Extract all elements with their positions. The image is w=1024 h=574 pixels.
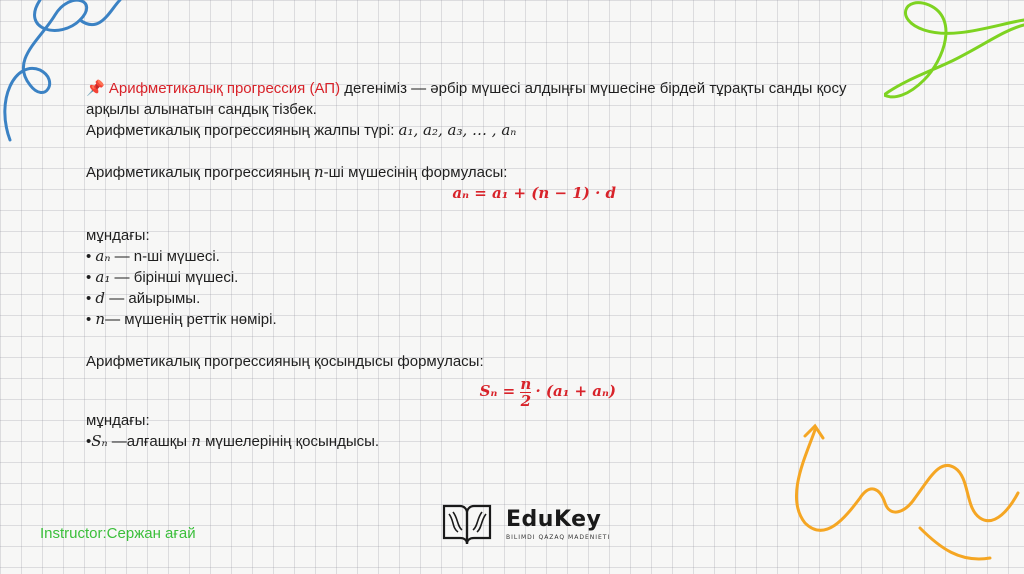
sum-heading: Арифметикалық прогрессияның қосындысы формуласы: bbox=[86, 353, 484, 370]
sum-formula-lhs: Sₙ = bbox=[479, 382, 521, 400]
sum-formula-fraction: $\frac{n}{2}$ bbox=[520, 374, 532, 410]
nth-term-heading: Арифметикалық прогрессияның n-ші мүшесінің формуласы: bbox=[86, 163, 508, 181]
general-form-sequence: a₁, a₂, a₃, … , aₙ bbox=[398, 121, 517, 139]
instructor-label: Instructor:Сержан ағай bbox=[40, 525, 196, 542]
nth-term-formula: aₙ = a₁ + (n − 1) · d bbox=[452, 184, 616, 202]
sum-definition-item: •Sₙ —алғашқы n мүшелерінің қосындысы. bbox=[86, 432, 380, 450]
logo-tagline: BILIMDI QAZAQ MADENIETI bbox=[506, 534, 611, 541]
definition-list-item: • aₙ — n-ші мүшесі. bbox=[86, 247, 220, 265]
definition-line-1 bbox=[86, 78, 946, 99]
sum-formula-rhs: · (a₁ + aₙ) bbox=[535, 382, 616, 400]
nth-term-formula-row bbox=[86, 183, 946, 204]
definition-text: дегеніміз — әрбір мүшесі алдыңғы мүшесіне бірдей тұрақты санды қосу bbox=[340, 80, 847, 97]
pushpin-icon: 📌 bbox=[86, 80, 105, 97]
main-content bbox=[86, 78, 946, 452]
definition-list-item: • a₁ — бірінші мүшесі. bbox=[86, 268, 239, 286]
logo-wordmark: EduKey bbox=[506, 507, 602, 532]
where-label-1: мұндағы: bbox=[86, 227, 150, 244]
definition-list-item: • n— мүшенің реттік нөмірі. bbox=[86, 310, 277, 328]
book-logo-icon bbox=[440, 500, 494, 548]
edukey-logo bbox=[440, 500, 610, 548]
definition-line-2: арқылы алынатын сандық тізбек. bbox=[86, 101, 317, 118]
definition-list-item: • d — айырымы. bbox=[86, 289, 201, 307]
general-form-label: Арифметикалық прогрессияның жалпы түрі: bbox=[86, 122, 399, 139]
where-label-2: мұндағы: bbox=[86, 412, 150, 429]
general-form-line bbox=[86, 120, 946, 141]
sum-formula-row bbox=[86, 372, 946, 410]
term-highlight: Арифметикалық прогрессия (АП) bbox=[108, 80, 341, 97]
